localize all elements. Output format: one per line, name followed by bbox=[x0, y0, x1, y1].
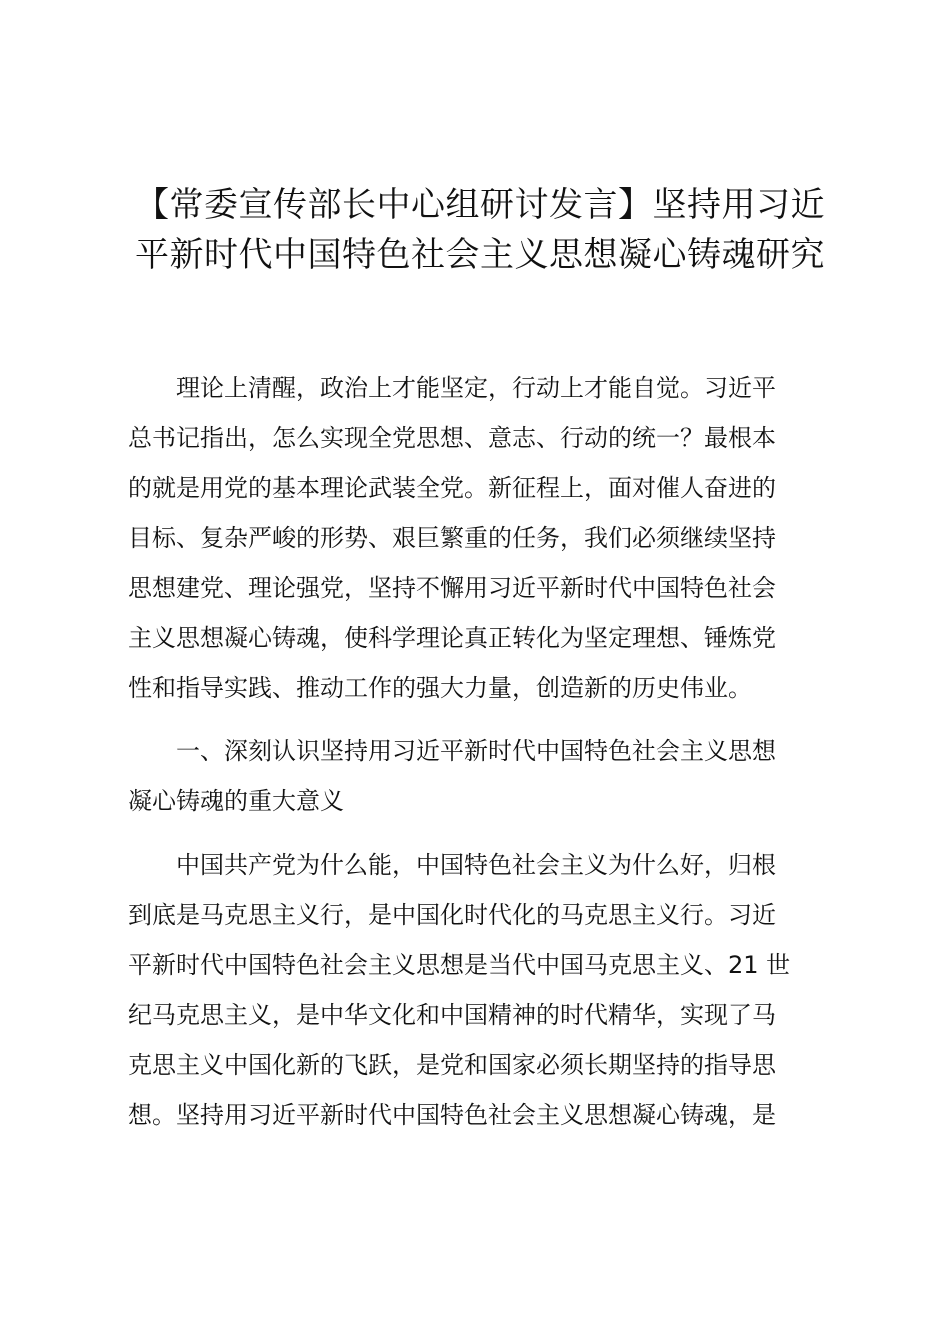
text-line: 性和指导实践、推动工作的强大力量，创造新的历史伟业。 bbox=[128, 674, 752, 702]
document-title bbox=[128, 180, 832, 280]
text-line: 到底是马克思主义行，是中国化时代化的马克思主义行。习近 bbox=[128, 901, 776, 929]
text-line: 凝心铸魂的重大意义 bbox=[128, 787, 344, 815]
text-line: 一、深刻认识坚持用习近平新时代中国特色社会主义思想 bbox=[128, 737, 776, 765]
text-line: 目标、复杂严峻的形势、艰巨繁重的任务，我们必须继续坚持 bbox=[128, 524, 776, 552]
text-line: 理论上清醒，政治上才能坚定，行动上才能自觉。习近平 bbox=[128, 374, 776, 402]
text-line: 中国共产党为什么能，中国特色社会主义为什么好，归根 bbox=[128, 851, 776, 879]
text-line: 克思主义中国化新的飞跃，是党和国家必须长期坚持的指导思 bbox=[128, 1051, 776, 1079]
text-line: 想。坚持用习近平新时代中国特色社会主义思想凝心铸魂，是 bbox=[128, 1101, 776, 1129]
text-line: 总书记指出，怎么实现全党思想、意志、行动的统一？最根本 bbox=[128, 424, 776, 452]
text-line: 纪马克思主义，是中华文化和中国精神的时代精华，实现了马 bbox=[128, 1001, 776, 1029]
intro-paragraph bbox=[128, 363, 832, 713]
section-heading bbox=[128, 726, 832, 826]
body-paragraph bbox=[128, 840, 832, 1140]
text-line: 主义思想凝心铸魂，使科学理论真正转化为坚定理想、锤炼党 bbox=[128, 624, 776, 652]
text-line: 的就是用党的基本理论武装全党。新征程上，面对催人奋进的 bbox=[128, 474, 776, 502]
title-line: 平新时代中国特色社会主义思想凝心铸魂研究 bbox=[135, 235, 825, 275]
text-line: 思想建党、理论强党，坚持不懈用习近平新时代中国特色社会 bbox=[128, 574, 776, 602]
text-line: 平新时代中国特色社会主义思想是当代中国马克思主义、21 世 bbox=[128, 951, 791, 979]
title-line: 【常委宣传部长中心组研讨发言】坚持用习近 bbox=[135, 185, 825, 225]
